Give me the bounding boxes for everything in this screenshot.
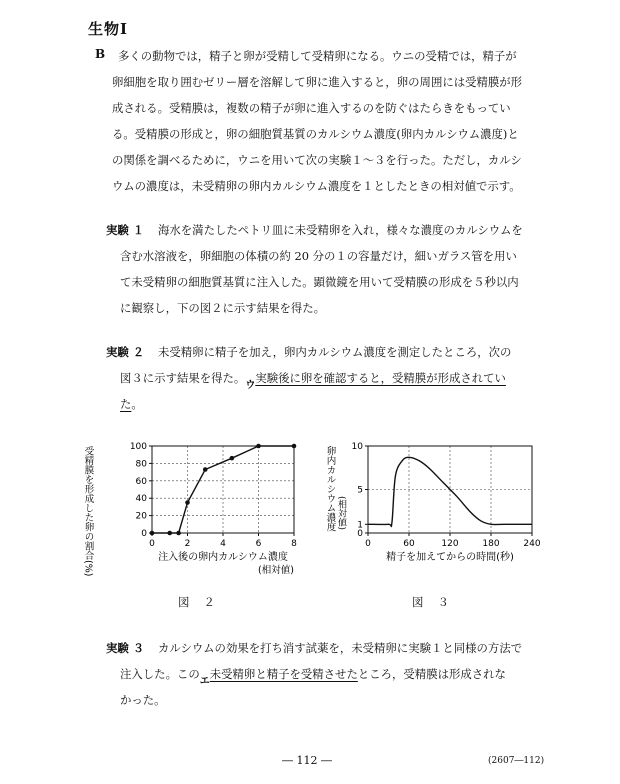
figure-2-caption: 図２: [178, 595, 229, 609]
underline-u-text: 実験後に卵を確認すると，受精膜が形成されてい: [255, 371, 506, 385]
x-tick-label: 2: [184, 539, 191, 549]
experiment-3-line-2: [120, 666, 506, 687]
x-tick-label: 0: [149, 539, 155, 549]
page-number: ― 112 ―: [282, 754, 332, 767]
y-axis-label: 卵内カルシウム濃度: [324, 446, 336, 532]
page-code: (2607―112): [488, 756, 545, 766]
marker-e: エ: [199, 676, 210, 687]
y-tick-label: 5: [357, 485, 363, 496]
section-b-label: B: [95, 47, 106, 61]
y-tick-label: 40: [135, 494, 147, 505]
data-point: [230, 456, 235, 461]
x-tick-label: 6: [255, 539, 262, 549]
x-tick-label: 4: [220, 539, 226, 549]
experiment-3-line-2-text-a: 注入した。この: [120, 667, 200, 681]
section-b-line-4: る。受精膜の形成と，卵の細胞質基質のカルシウム濃度(卵内カルシウム濃度)と: [112, 127, 519, 141]
y-tick-label: 1: [357, 520, 363, 531]
x-tick-label: 0: [365, 539, 371, 549]
underline-u-text-end: た: [120, 397, 132, 411]
data-point: [292, 444, 297, 449]
experiment-3-line-3: かった。: [120, 693, 166, 707]
y-axis-unit: (相対値): [336, 496, 346, 531]
data-point: [185, 500, 190, 505]
experiment-2-label: 実験 ２: [106, 345, 145, 359]
experiment-1-line-1: 海水を満たしたペトリ皿に未受精卵を入れ，様々な濃度のカルシウムを: [158, 223, 523, 237]
data-point: [176, 531, 181, 536]
x-tick-label: 180: [482, 539, 500, 549]
underline-e-text: 未受精卵と精子を受精させた: [209, 667, 358, 681]
subject-title: 生物Ⅰ: [88, 20, 129, 38]
y-axis-label: 受精膜を形成した卵の割合(%): [82, 446, 94, 577]
x-tick-label: 8: [291, 539, 297, 549]
experiment-2-line-1: 未受精卵に精子を加え，卵内カルシウム濃度を測定したところ，次の: [158, 345, 512, 359]
x-tick-label: 240: [523, 539, 541, 549]
experiment-2-line-2-text: 図３に示す結果を得た。: [120, 371, 246, 385]
figure-3-chart: [316, 432, 544, 582]
experiment-1-label: 実験 １: [106, 223, 145, 237]
data-point: [167, 531, 172, 536]
experiment-1-line-2: 含む水溶液を，卵細胞の体積の約 20 分の１の容量だけ，細いガラス管を用い: [120, 249, 517, 263]
data-point: [256, 444, 261, 449]
x-axis-label: 注入後の卵内カルシウム濃度: [158, 552, 288, 563]
figure-3-caption: 図３: [412, 595, 463, 609]
section-b-line-2: 卵細胞を取り囲むゼリー層を溶解して卵に進入すると，卵の周囲には受精膜が形: [112, 75, 523, 89]
section-b-line-1: 多くの動物では，精子と卵が受精して受精卵になる。ウニの受精では，精子が: [118, 49, 517, 63]
y-tick-label: 0: [357, 529, 363, 539]
x-axis-label: 精子を加えてからの時間(秒): [386, 552, 514, 563]
experiment-1-line-3: て未受精卵の細胞質基質に注入した。顕微鏡を用いて受精膜の形成を５秒以内: [120, 275, 519, 289]
experiment-3-line-2-text-b: ところ，受精膜は形成されな: [357, 667, 506, 681]
experiment-3-label: 実験 ３: [106, 641, 145, 655]
section-b-line-5: の関係を調べるために，ウニを用いて次の実験１〜３を行った。ただし，カルシ: [112, 153, 522, 167]
data-point: [203, 467, 208, 472]
section-b-line-6: ウムの濃度は，未受精卵の卵内カルシウム濃度を１としたときの相対値で示す。: [112, 179, 521, 193]
experiment-2-line-3: [120, 396, 143, 412]
section-b-line-3: 成される。受精膜は，複数の精子が卵に進入するのを防ぐはたらきをもってい: [112, 101, 511, 115]
experiment-2-line-3-end: 。: [131, 397, 143, 411]
y-tick-label: 100: [129, 442, 147, 452]
experiment-1-line-4: に観察し，下の図２に示す結果を得た。: [120, 301, 326, 315]
data-point: [150, 531, 155, 536]
marker-u: ウ: [245, 380, 256, 391]
experiment-3-line-1: カルシウムの効果を打ち消す試薬を，未受精卵に実験１と同様の方法で: [158, 641, 523, 655]
experiment-2-line-2: [120, 370, 506, 391]
x-axis-unit: (相対値): [258, 565, 294, 576]
x-tick-label: 60: [403, 539, 415, 549]
y-tick-label: 20: [135, 511, 147, 522]
y-tick-label: 0: [141, 529, 147, 539]
y-tick-label: 10: [351, 442, 363, 452]
x-tick-label: 120: [441, 539, 459, 549]
figure-2-chart: [82, 432, 314, 582]
y-tick-label: 80: [135, 459, 147, 470]
y-tick-label: 60: [135, 476, 147, 487]
